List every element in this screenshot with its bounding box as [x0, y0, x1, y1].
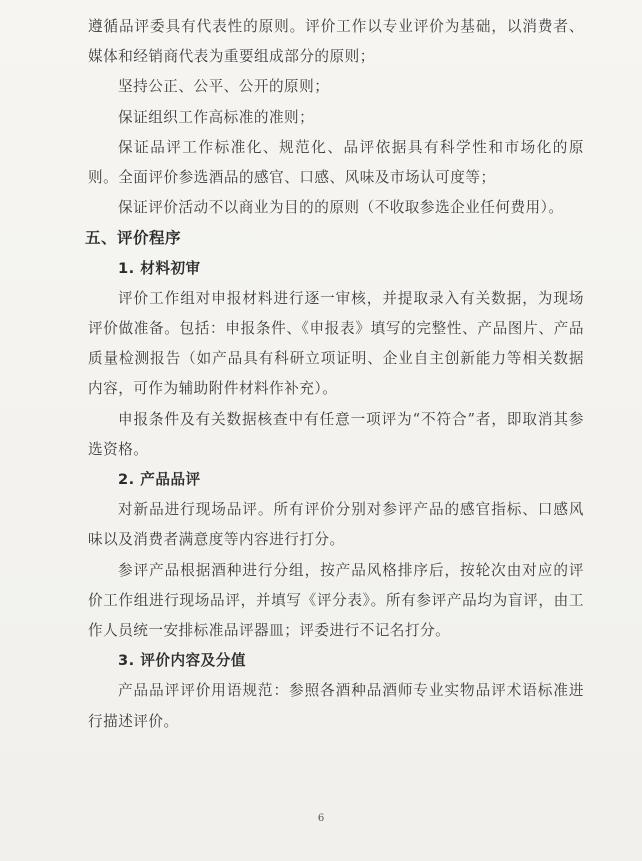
paragraph-onsite-tasting: 对新品进行现场品评。所有评价分别对参评产品的感官指标、口感风味以及消费者满意度等内容进行打分。	[88, 501, 584, 549]
page-number: 6	[317, 813, 325, 824]
subheading-material-review: 1. 材料初审	[118, 259, 201, 277]
paragraph-fairness-principle: 坚持公正、公平、公开的原则；	[118, 78, 330, 96]
paragraph-blind-tasting: 参评产品根据酒种进行分组，按产品风格排序后，按轮次由对应的评价工作组进行现场品评，并填写《评分表》。所有参评产品均为盲评，由工作人员统一安排标准品评器皿；评委进行不记名打分。	[88, 561, 584, 640]
subheading-content-and-scores: 3. 评价内容及分值	[118, 652, 246, 670]
document-body	[85, 12, 584, 737]
subheading-product-tasting: 2. 产品品评	[118, 471, 201, 489]
paragraph-disqualification: 申报条件及有关数据核查中有任意一项评为“不符合”者，即取消其参选资格。	[88, 410, 584, 458]
paragraph-representative-principle: 遵循品评委具有代表性的原则。评价工作以专业评价为基础，以消费者、媒体和经销商代表为重要组成部分的原则；	[88, 18, 584, 66]
paragraph-standardization-principle: 保证品评工作标准化、规范化、品评依据具有科学性和市场化的原则。全面评价参选酒品的感官、口感、风味及市场认可度等；	[88, 138, 584, 187]
paragraph-material-review: 评价工作组对申报材料进行逐一审核，并提取录入有关数据，为现场评价做准备。包括：申报条件、《申报表》填写的完整性、产品图片、产品质量检测报告（如产品具有科研立项证明、企业自主创新能力等相关数据内容，可作为辅助附件材料作补充）。	[88, 289, 584, 398]
section-heading-evaluation-procedure: 五、评价程序	[85, 229, 182, 248]
paragraph-terminology: 产品品评评价用语规范：参照各酒种品酒师专业实物品评术语标准进行描述评价。	[88, 682, 584, 730]
paragraph-non-commercial-principle: 保证评价活动不以商业为目的的原则（不收取参选企业任何费用）。	[118, 199, 564, 217]
paragraph-high-standard-principle: 保证组织工作高标准的准则；	[118, 108, 315, 126]
